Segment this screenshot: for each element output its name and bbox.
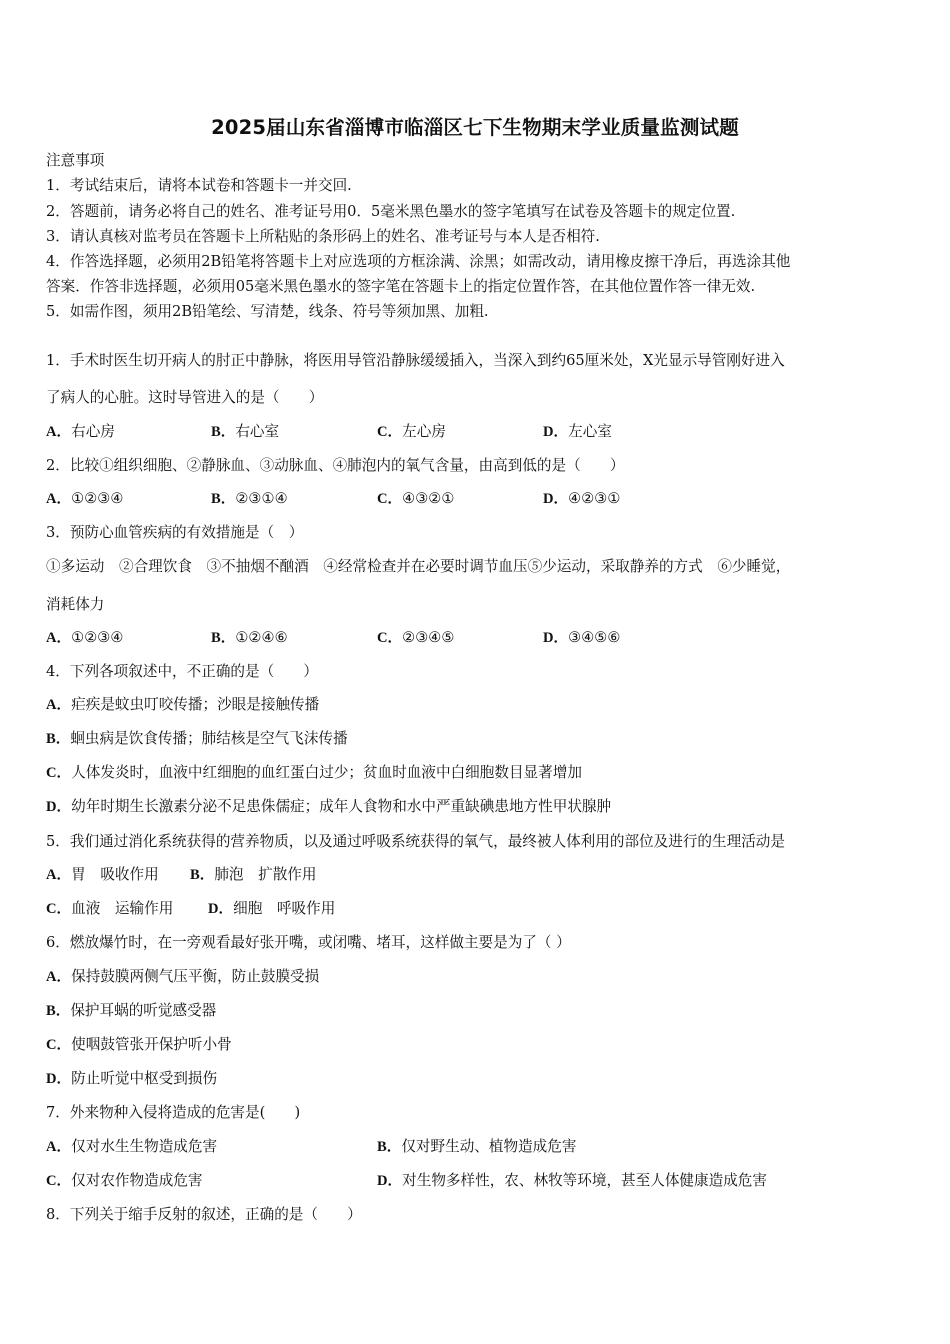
question-5-stem: 5．我们通过消化系统获得的营养物质，以及通过呼吸系统获得的氧气，最终被人体利用的部位及进行的生理活动是 — [46, 833, 785, 850]
notice-item: 答案．作答非选择题，必须用05毫米黑色墨水的签字笔在答题卡上的指定位置作答，在其他位置作答一律无效. — [46, 278, 756, 295]
question-4-option-c: C．人体发炎时，血液中红细胞的血红蛋白过少；贫血时血液中白细胞数目显著增加 — [46, 764, 582, 781]
question-1-option-d: D．左心室 — [543, 423, 612, 440]
question-2-option-a: A．①②③④ — [46, 490, 124, 507]
question-4-option-a: A．疟疾是蚊虫叮咬传播；沙眼是接触传播 — [46, 696, 320, 713]
question-7-option-c: C．仅对农作物造成危害 — [46, 1172, 203, 1189]
question-5-option-b: B．肺泡 扩散作用 — [190, 866, 317, 883]
question-3-option-d: D．③④⑤⑥ — [543, 629, 621, 646]
question-3-stem: 3．预防心血管疾病的有效措施是（ ） — [46, 524, 304, 541]
question-4-option-b: B．蛔虫病是饮食传播；肺结核是空气飞沫传播 — [46, 730, 348, 747]
question-4-option-d: D．幼年时期生长激素分泌不足患侏儒症；成年人食物和水中严重缺碘患地方性甲状腺肿 — [46, 798, 612, 815]
question-7-option-a: A．仅对水生生物造成危害 — [46, 1138, 218, 1155]
question-6-option-c: C．使咽鼓管张开保护听小骨 — [46, 1036, 232, 1053]
question-2-option-d: D．④②③① — [543, 490, 621, 507]
notice-item: 3．请认真核对监考员在答题卡上所粘贴的条形码上的姓名、准考证号与本人是否相符. — [46, 228, 600, 245]
question-1-option-a: A．右心房 — [46, 423, 115, 440]
question-8-stem: 8．下列关于缩手反射的叙述，正确的是（ ） — [46, 1206, 362, 1223]
notice-item: 4．作答选择题，必须用2B铅笔将答题卡上对应选项的方框涂满、涂黑；如需改动，请用橡皮擦干净后，再选涂其他 — [46, 253, 791, 270]
notice-item: 2．答题前，请务必将自己的姓名、准考证号用0．5毫米黑色墨水的签字笔填写在试卷及答题卡的规定位置. — [46, 203, 736, 220]
question-3-stem: 消耗体力 — [46, 596, 105, 613]
question-6-stem: 6．燃放爆竹时，在一旁观看最好张开嘴，或闭嘴、堵耳，这样做主要是为了（ ） — [46, 934, 571, 951]
page-title: 2025届山东省淄博市临淄区七下生物期末学业质量监测试题 — [211, 116, 739, 139]
notice-item: 1．考试结束后，请将本试卷和答题卡一并交回. — [46, 177, 352, 194]
notice-heading: 注意事项 — [46, 152, 105, 169]
question-1-stem: 了病人的心脏。这时导管进入的是（ ） — [46, 389, 324, 406]
question-3-option-a: A．①②③④ — [46, 629, 124, 646]
question-4-stem: 4．下列各项叙述中，不正确的是（ ） — [46, 663, 318, 680]
question-5-option-c: C．血液 运输作用 — [46, 900, 174, 917]
question-3-option-b: B．①②④⑥ — [211, 629, 288, 646]
question-1-option-c: C．左心房 — [377, 423, 446, 440]
question-7-option-b: B．仅对野生动、植物造成危害 — [377, 1138, 577, 1155]
question-3-option-c: C．②③④⑤ — [377, 629, 455, 646]
question-1-option-b: B．右心室 — [211, 423, 280, 440]
question-5-option-a: A．胃 吸收作用 — [46, 866, 159, 883]
question-6-option-b: B．保护耳蜗的听觉感受器 — [46, 1002, 217, 1019]
question-2-option-b: B．②③①④ — [211, 490, 288, 507]
question-3-stem: ①多运动 ②合理饮食 ③不抽烟不酗酒 ④经常检查并在必要时调节血压⑤少运动，采取静养的方式 ⑥少睡觉， — [46, 558, 791, 575]
question-2-option-c: C．④③②① — [377, 490, 455, 507]
question-7-stem: 7．外来物种入侵将造成的危害是( ) — [46, 1104, 301, 1121]
question-2-stem: 2．比较①组织细胞、②静脉血、③动脉血、④肺泡内的氧气含量，由高到低的是（ ） — [46, 457, 625, 474]
question-1-stem: 1．手术时医生切开病人的肘正中静脉，将医用导管沿静脉缓缓插入，当深入到约65厘米处，X光显示导管刚好进入 — [46, 352, 785, 369]
notice-item: 5．如需作图，须用2B铅笔绘、写清楚，线条、符号等须加黑、加粗. — [46, 303, 489, 320]
question-7-option-d: D．对生物多样性，农、林牧等环境，甚至人体健康造成危害 — [377, 1172, 767, 1189]
question-6-option-d: D．防止听觉中枢受到损伤 — [46, 1070, 218, 1087]
question-6-option-a: A．保持鼓膜两侧气压平衡，防止鼓膜受损 — [46, 968, 320, 985]
question-5-option-d: D．细胞 呼吸作用 — [208, 900, 336, 917]
